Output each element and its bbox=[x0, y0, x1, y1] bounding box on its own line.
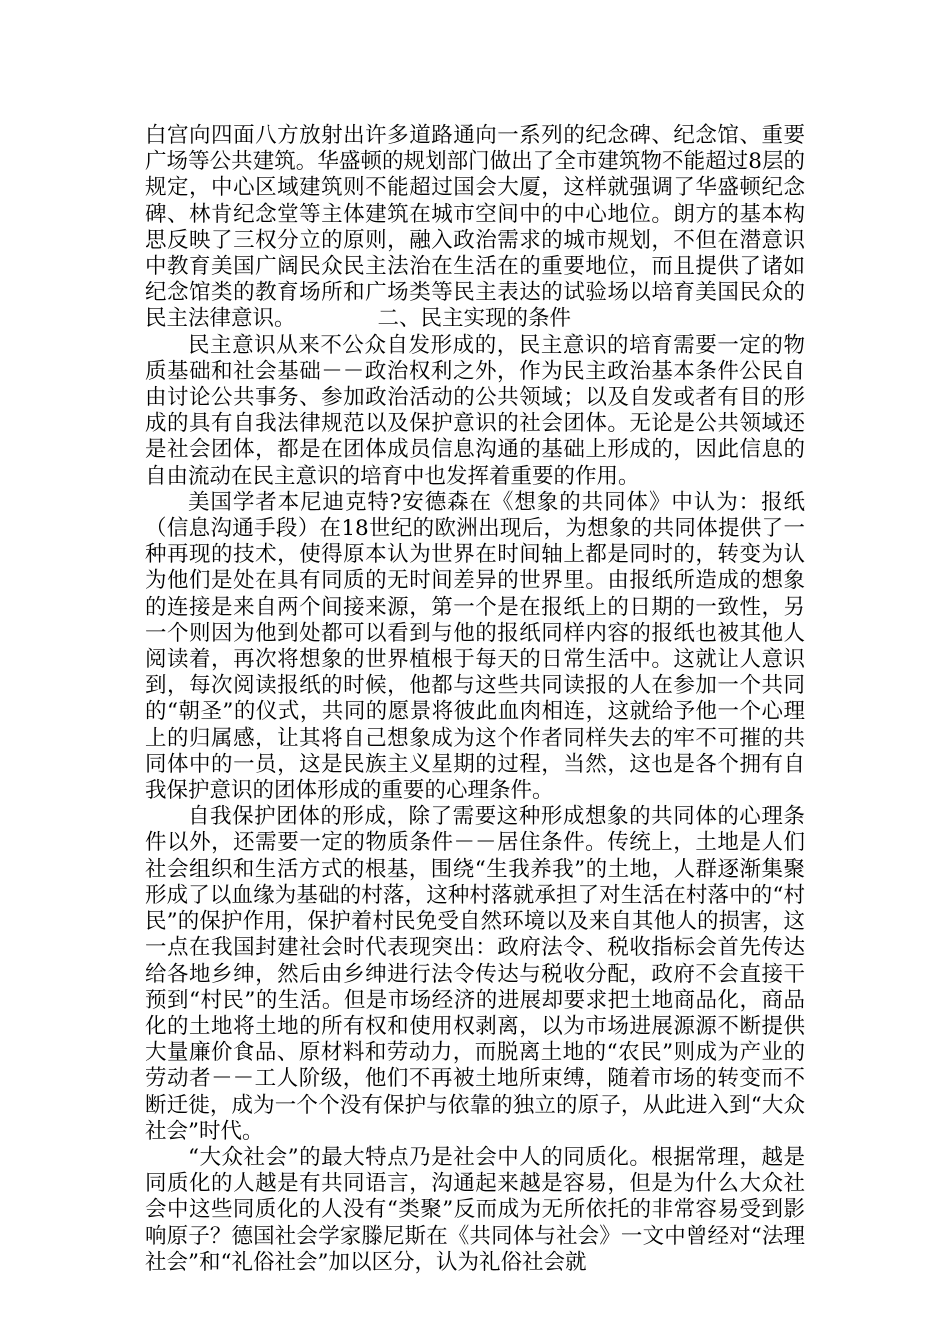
paragraph-4: 自我保护团体的形成，除了需要这种形成想象的共同体的心理条件以外，还需要一定的物质条件－－居住条件。传统上，土地是人们社会组织和生活方式的根基，围绕“生我养我”的土地，人群逐渐集聚形成了以血缘为基础的村落，这种村落就承担了对生活在村落中的“村民”的保护作用，保护着村民免受自然环境以及来自其他人的损害，这一点在我国封建社会时代表现突出：政府法令、税收指标会首先传达给各地乡绅，然后由乡绅进行法令传达与税收分配，政府不会直接干预到“村民”的生活。但是市场经济的进展却要求把土地商品化，商品化的土地将土地的所有权和使用权剥离，以为市场进展源源不断提供大量廉价食品、原材料和劳动力，而脱离土地的“农民”则成为产业的劳动者－－工人阶级，他们不再被土地所束缚，随着市场的转变而不断迁徙，成为一个个没有保护与依靠的独立的原子，从此进入到“大众社会”时代。 bbox=[145, 804, 805, 1144]
document-body bbox=[145, 123, 805, 1276]
section-heading: 二、民主实现的条件 bbox=[377, 306, 572, 332]
paragraph-1-text: 白宫向四面八方放射出许多道路通向一系列的纪念碑、纪念馆、重要广场等公共建筑。华盛顿的规划部门做出了全市建筑物不能超过8层的规定，中心区域建筑则不能超过国会大厦，这样就强调了华盛顿纪念碑、林肯纪念堂等主体建筑在城市空间中的中心地位。朗方的基本构思反映了三权分立的原则，融入政治需求的城市规划，不但在潜意识中教育美国广阔民众民主法治在生活在的重要地位，而且提供了诸如纪念馆类的教育场所和广场类等民主表达的试验场以培育美国民众的民主法律意识。 bbox=[145, 123, 805, 332]
paragraph-5: “大众社会”的最大特点乃是社会中人的同质化。根据常理，越是同质化的人越是有共同语言，沟通起来越是容易，但是为什么大众社会中这些同质化的人没有“类聚”反而成为无所依托的非常容易受到影响原子？德国社会学家滕尼斯在《共同体与社会》一文中曾经对“法理社会”和“礼俗社会”加以区分，认为礼俗社会就 bbox=[145, 1144, 805, 1275]
paragraph-1 bbox=[145, 123, 805, 333]
paragraph-3: 美国学者本尼迪克特?安德森在《想象的共同体》中认为：报纸（信息沟通手段）在18世纪的欧洲出现后，为想象的共同体提供了一种再现的技术，使得原本认为世界在时间轴上都是同时的，转变为认为他们是处在具有同质的无时间差异的世界里。由报纸所造成的想象的连接是来自两个间接来源，第一个是在报纸上的日期的一致性，另一个则因为他到处都可以看到与他的报纸同样内容的报纸也被其他人阅读着，再次将想象的世界植根于每天的日常生活中。这就让人意识到，每次阅读报纸的时候，他都与这些共同读报的人在参加一个共同的“朝圣”的仪式，共同的愿景将彼此血肉相连，这就给予他一个心理上的归属感，让其将自己想象成为这个作者同样失去的牢不可摧的共同体中的一员，这是民族主义星期的过程，当然，这也是各个拥有自我保护意识的团体形成的重要的心理条件。 bbox=[145, 489, 805, 804]
paragraph-2: 民主意识从来不公众自发形成的，民主意识的培育需要一定的物质基础和社会基础－－政治权利之外，作为民主政治基本条件公民自由讨论公共事务、参加政治活动的公共领域；以及自发或者有目的形成的具有自我法律规范以及保护意识的社会团体。无论是公共领域还是社会团体，都是在团体成员信息沟通的基础上形成的，因此信息的自由流动在民主意识的培育中也发挥着重要的作用。 bbox=[145, 332, 805, 489]
